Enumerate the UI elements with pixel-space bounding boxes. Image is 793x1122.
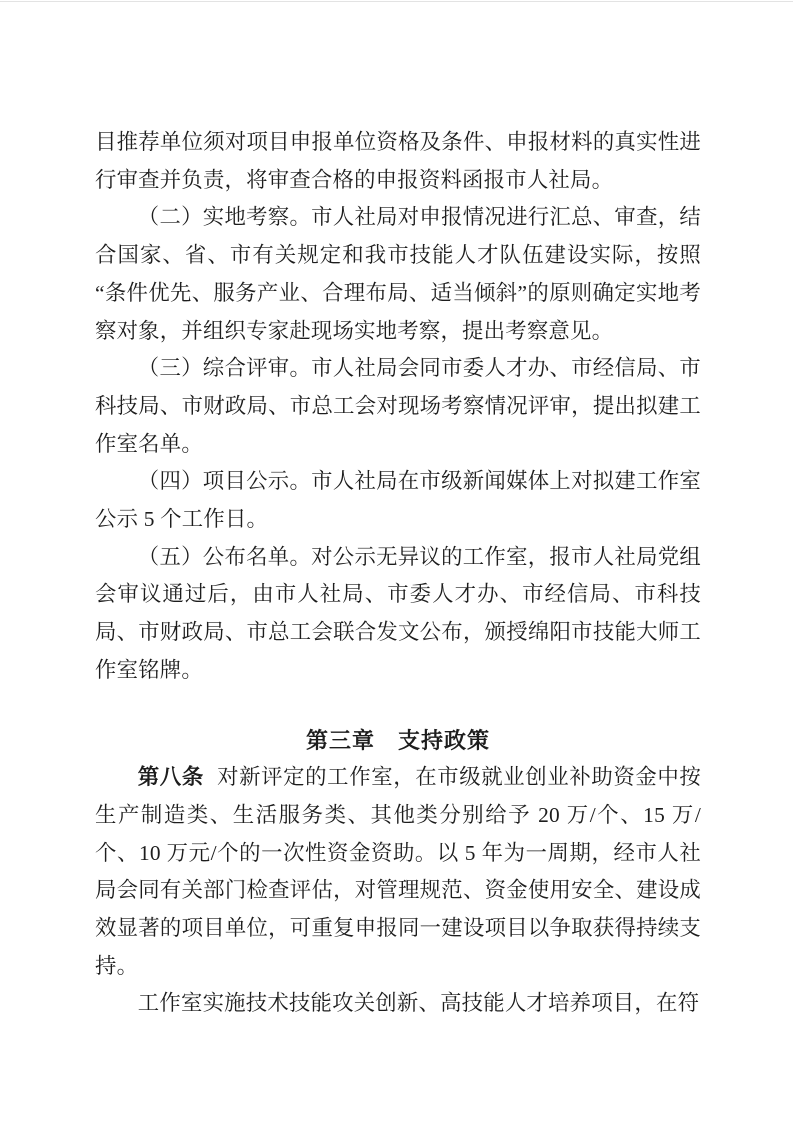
paragraph-item-3-comprehensive-review: （三）综合评审。市人社局会同市委人才办、市经信局、市科技局、市财政局、市总工会对现场考察情况评审，提出拟建工作室名单。 — [95, 356, 701, 456]
article-8-text: 对新评定的工作室，在市级就业创业补助资金中按生产制造类、生活服务类、其他类分别给予 20 万/个、15 万/个、10 万元/个的一次性资金资助。以 5 年为一周期，经市人社局会同有关部门检查评估，对管理规范、资金使用安全、建设成效显著的项目单位，可重复申报同一建设项目以争取获得持续支持。 — [95, 765, 701, 978]
paragraph-article-8 — [95, 759, 701, 985]
paragraph-item-4-public-notice: （四）项目公示。市人社局在市级新闻媒体上对拟建工作室公示 5 个工作日。 — [95, 469, 701, 532]
scan-edge-line — [0, 1, 793, 2]
article-8-label: 第八条 — [137, 765, 204, 790]
paragraph-workshop-projects: 工作室实施技术技能攻关创新、高技能人才培养项目，在符 — [137, 991, 700, 1016]
paragraph-item-5-announce-list: （五）公布名单。对公示无异议的工作室，报市人社局党组会审议通过后，由市人社局、市委人才办、市经信局、市科技局、市财政局、市总工会联合发文公布，颁授绵阳市技能大师工作室铭牌。 — [95, 544, 701, 682]
chapter-heading: 第三章 支持政策 — [305, 727, 490, 753]
paragraph-item-2-site-inspection: （二）实地考察。市人社局对申报情况进行汇总、审查，结合国家、省、市有关规定和我市技能人才队伍建设实际，按照“条件优先、服务产业、合理布局、适当倾斜”的原则确定实地考察对象，并组织专家赴现场实地考察，提出考察意见。 — [95, 205, 701, 343]
paragraph-continuation: 目推荐单位须对项目申报单位资格及条件、申报材料的真实性进行审查并负责，将审查合格的申报资料函报市人社局。 — [95, 130, 701, 192]
